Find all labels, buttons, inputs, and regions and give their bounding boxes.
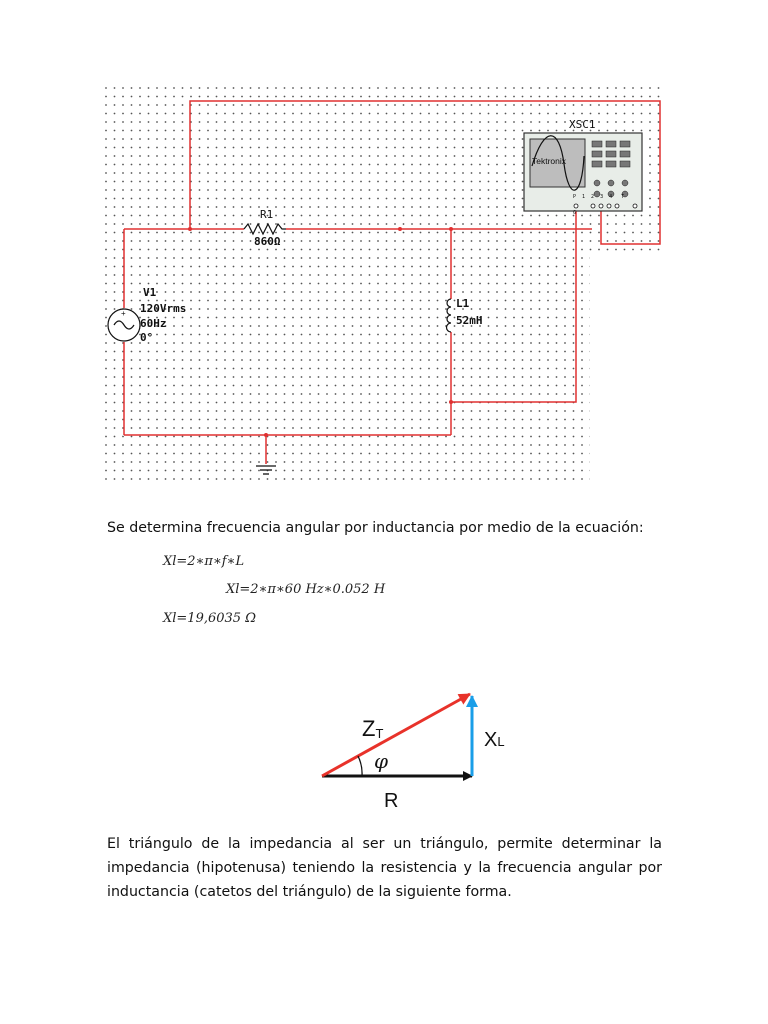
junction-dot <box>188 227 192 231</box>
equation-1: Xl=2∗π∗f∗L <box>163 554 245 569</box>
scope-ref-label: XSC1 <box>569 118 596 131</box>
impedance-vector <box>322 694 470 776</box>
explanation-paragraph: El triángulo de la impedancia al ser un triángulo, permite determinar la impedancia (hipotenusa) teniendo la resistencia y la frecuencia angular por inductancia (catetos del triángulo) de la siguiente forma. <box>107 836 662 900</box>
junction-dot <box>264 433 268 437</box>
impedance-triangle <box>300 670 520 820</box>
source-frequency-label: 60Hz <box>140 317 167 330</box>
xl-label: XL <box>484 729 505 751</box>
equation-2: Xl=2∗π∗60 Hz∗0.052 H <box>226 582 386 597</box>
equation-3: Xl=19,6035 Ω <box>163 611 256 626</box>
junction-dot <box>449 227 453 231</box>
grid-background <box>104 86 590 480</box>
svg-text:+: + <box>121 309 126 318</box>
source-ref-label: V1 <box>143 286 157 299</box>
scope-ground-label: G <box>573 210 577 216</box>
angle-label: φ <box>374 749 389 773</box>
inductor-value-label: 52mH <box>456 314 483 327</box>
junction-dot <box>398 227 402 231</box>
resistor-value-label: 860Ω <box>254 235 281 248</box>
zt-label: ZT <box>362 716 384 741</box>
junction-dot <box>449 400 453 404</box>
voltage-source-v1[interactable] <box>108 309 140 341</box>
angle-arc <box>358 756 362 776</box>
source-phase-label: 0° <box>140 331 154 344</box>
r-label: R <box>384 790 399 812</box>
scope-brand-label: Tektronix <box>532 156 567 166</box>
inductor-ref-label: L1 <box>456 297 470 310</box>
circuit-schematic <box>104 86 664 480</box>
intro-text: Se determina frecuencia angular por inductancia por medio de la ecuación: <box>107 520 644 536</box>
scope-terminal-labels: P 1 2 3 4 T <box>573 194 625 200</box>
resistor-ref-label: R1 <box>260 208 274 221</box>
source-voltage-label: 120Vrms <box>140 302 187 315</box>
